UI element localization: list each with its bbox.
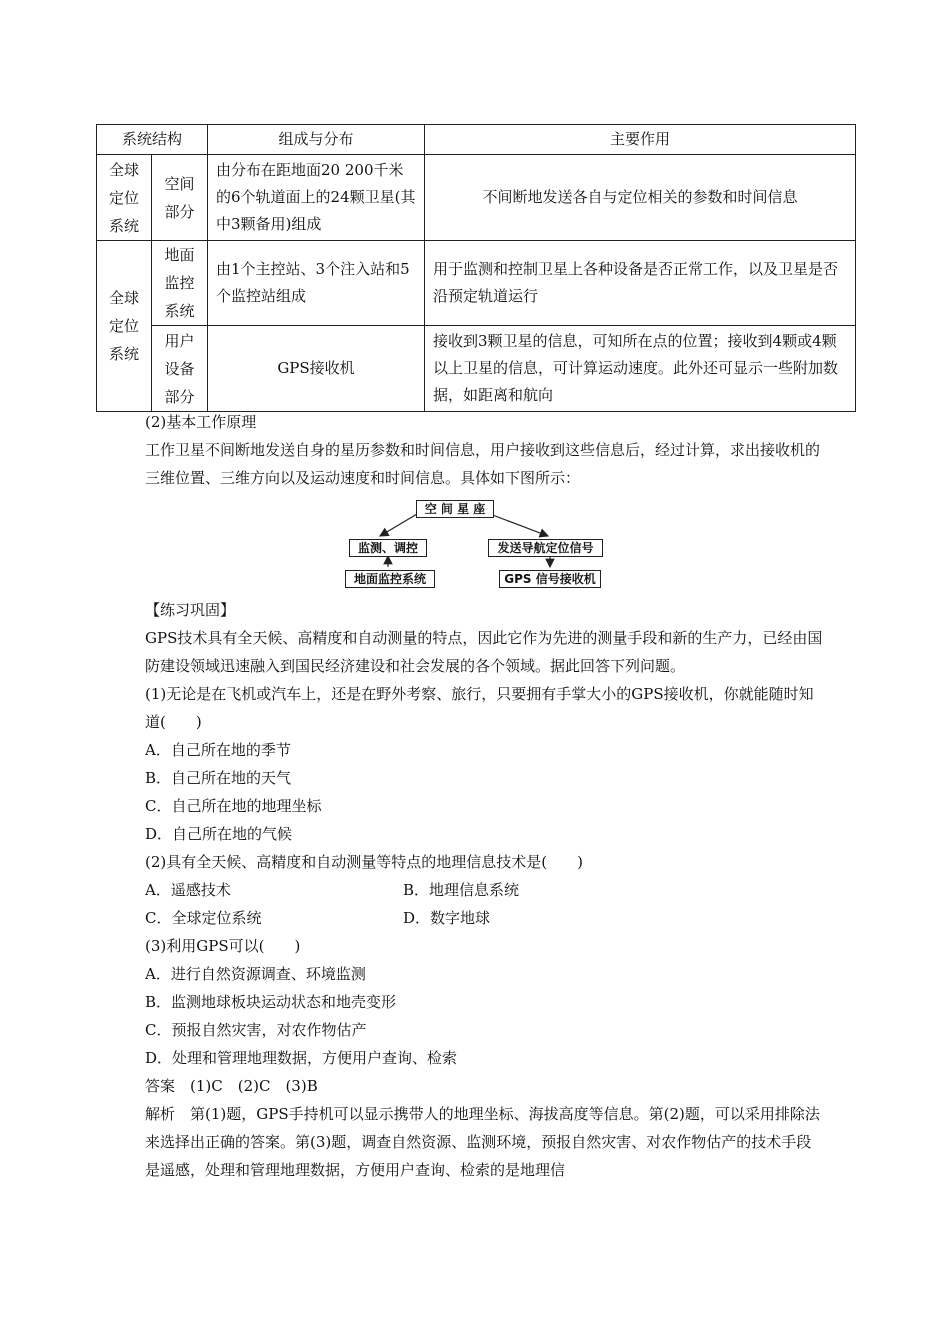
arrow-to-monitor <box>380 514 417 536</box>
question-1-stem: (1)无论是在飞机或汽车上，还是在野外考察、旅行，只要拥有手掌大小的GPS接收机，你就能随时知道( ) <box>145 685 814 731</box>
header-composition: 组成与分布 <box>208 125 425 155</box>
exercise-section <box>145 596 825 1184</box>
table-header-row <box>97 125 856 155</box>
gps-structure-table <box>96 124 856 412</box>
answer-line: 答案 (1)C (2)C (3)B <box>145 1077 318 1095</box>
q2-option-a: A．遥感技术 <box>145 881 231 899</box>
send-signal-box: 发送导航定位信号 <box>488 539 603 557</box>
exercise-intro: GPS技术具有全天候、高精度和自动测量的特点，因此它作为先进的测量手段和新的生产力，已经由国防建设领域迅速融入到国民经济建设和社会发展的各个领域。据此回答下列问题。 <box>145 629 823 675</box>
receiver-box: GPS 信号接收机 <box>499 570 601 588</box>
principle-heading: (2)基本工作原理 <box>145 413 257 431</box>
system-cell: 全球定位系统 <box>97 155 152 241</box>
q1-option-b: B．自己所在地的天气 <box>145 769 292 787</box>
table-row <box>97 326 856 412</box>
principle-section <box>145 408 825 492</box>
arrow-to-signal <box>490 514 548 536</box>
composition-cell: 由1个主控站、3个注入站和5个监控站组成 <box>208 241 425 326</box>
ground-control-box: 地面监控系统 <box>345 570 435 588</box>
table-row <box>97 241 856 326</box>
q2-option-b: B．地理信息系统 <box>403 881 520 899</box>
principle-text: 工作卫星不间断地发送自身的星历参数和时间信息，用户接收到这些信息后，经过计算，求出接收机的三维位置、三维方向以及运动速度和时间信息。具体如下图所示： <box>145 441 821 487</box>
question-2-stem: (2)具有全天候、高精度和自动测量等特点的地理信息技术是( ) <box>145 853 583 871</box>
q3-option-c: C．预报自然灾害，对农作物估产 <box>145 1021 367 1039</box>
table-row <box>97 155 856 241</box>
q2-option-d: D．数字地球 <box>403 909 491 927</box>
q3-option-b: B．监测地球板块运动状态和地壳变形 <box>145 993 397 1011</box>
header-structure: 系统结构 <box>97 125 208 155</box>
q2-option-c: C．全球定位系统 <box>145 909 262 927</box>
question-3-stem: (3)利用GPS可以( ) <box>145 937 301 955</box>
gps-principle-diagram <box>340 496 610 592</box>
function-cell: 接收到3颗卫星的信息，可知所在点的位置；接收到4颗或4颗以上卫星的信息，可计算运动速度。此外还可显示一些附加数据，如距离和航向 <box>425 326 856 412</box>
exercise-heading: 【练习巩固】 <box>145 601 236 619</box>
space-constellation-box: 空 间 星 座 <box>416 500 494 518</box>
function-cell: 不间断地发送各自与定位相关的参数和时间信息 <box>425 155 856 241</box>
header-function: 主要作用 <box>425 125 856 155</box>
part-cell: 用户设备部分 <box>152 326 208 412</box>
monitor-control-box: 监测、调控 <box>349 539 427 557</box>
q1-option-c: C．自己所在地的地理坐标 <box>145 797 322 815</box>
composition-cell: GPS接收机 <box>208 326 425 412</box>
function-cell: 用于监测和控制卫星上各种设备是否正常工作，以及卫星是否沿预定轨道运行 <box>425 241 856 326</box>
system-cell: 全球定位系统 <box>97 241 152 412</box>
q2-options-row-1 <box>145 876 825 904</box>
composition-cell: 由分布在距地面20 200千米的6个轨道面上的24颗卫星(其中3颗备用)组成 <box>208 155 425 241</box>
q3-option-d: D．处理和管理地理数据，方便用户查询、检索 <box>145 1049 458 1067</box>
part-cell: 空间部分 <box>152 155 208 241</box>
q1-option-d: D．自己所在地的气候 <box>145 825 293 843</box>
q2-options-row-2 <box>145 904 825 932</box>
q1-option-a: A．自己所在地的季节 <box>145 741 291 759</box>
q3-option-a: A．进行自然资源调查、环境监测 <box>145 965 366 983</box>
analysis-text: 解析 第(1)题，GPS手持机可以显示携带人的地理坐标、海拔高度等信息。第(2)题，可以采用排除法来选择出正确的答案。第(3)题，调查自然资源、监测环境，预报自然灾害、对农作物估产的技术手段是遥感，处理和管理地理数据，方便用户查询、检索的是地理信 <box>145 1105 820 1179</box>
part-cell: 地面监控系统 <box>152 241 208 326</box>
